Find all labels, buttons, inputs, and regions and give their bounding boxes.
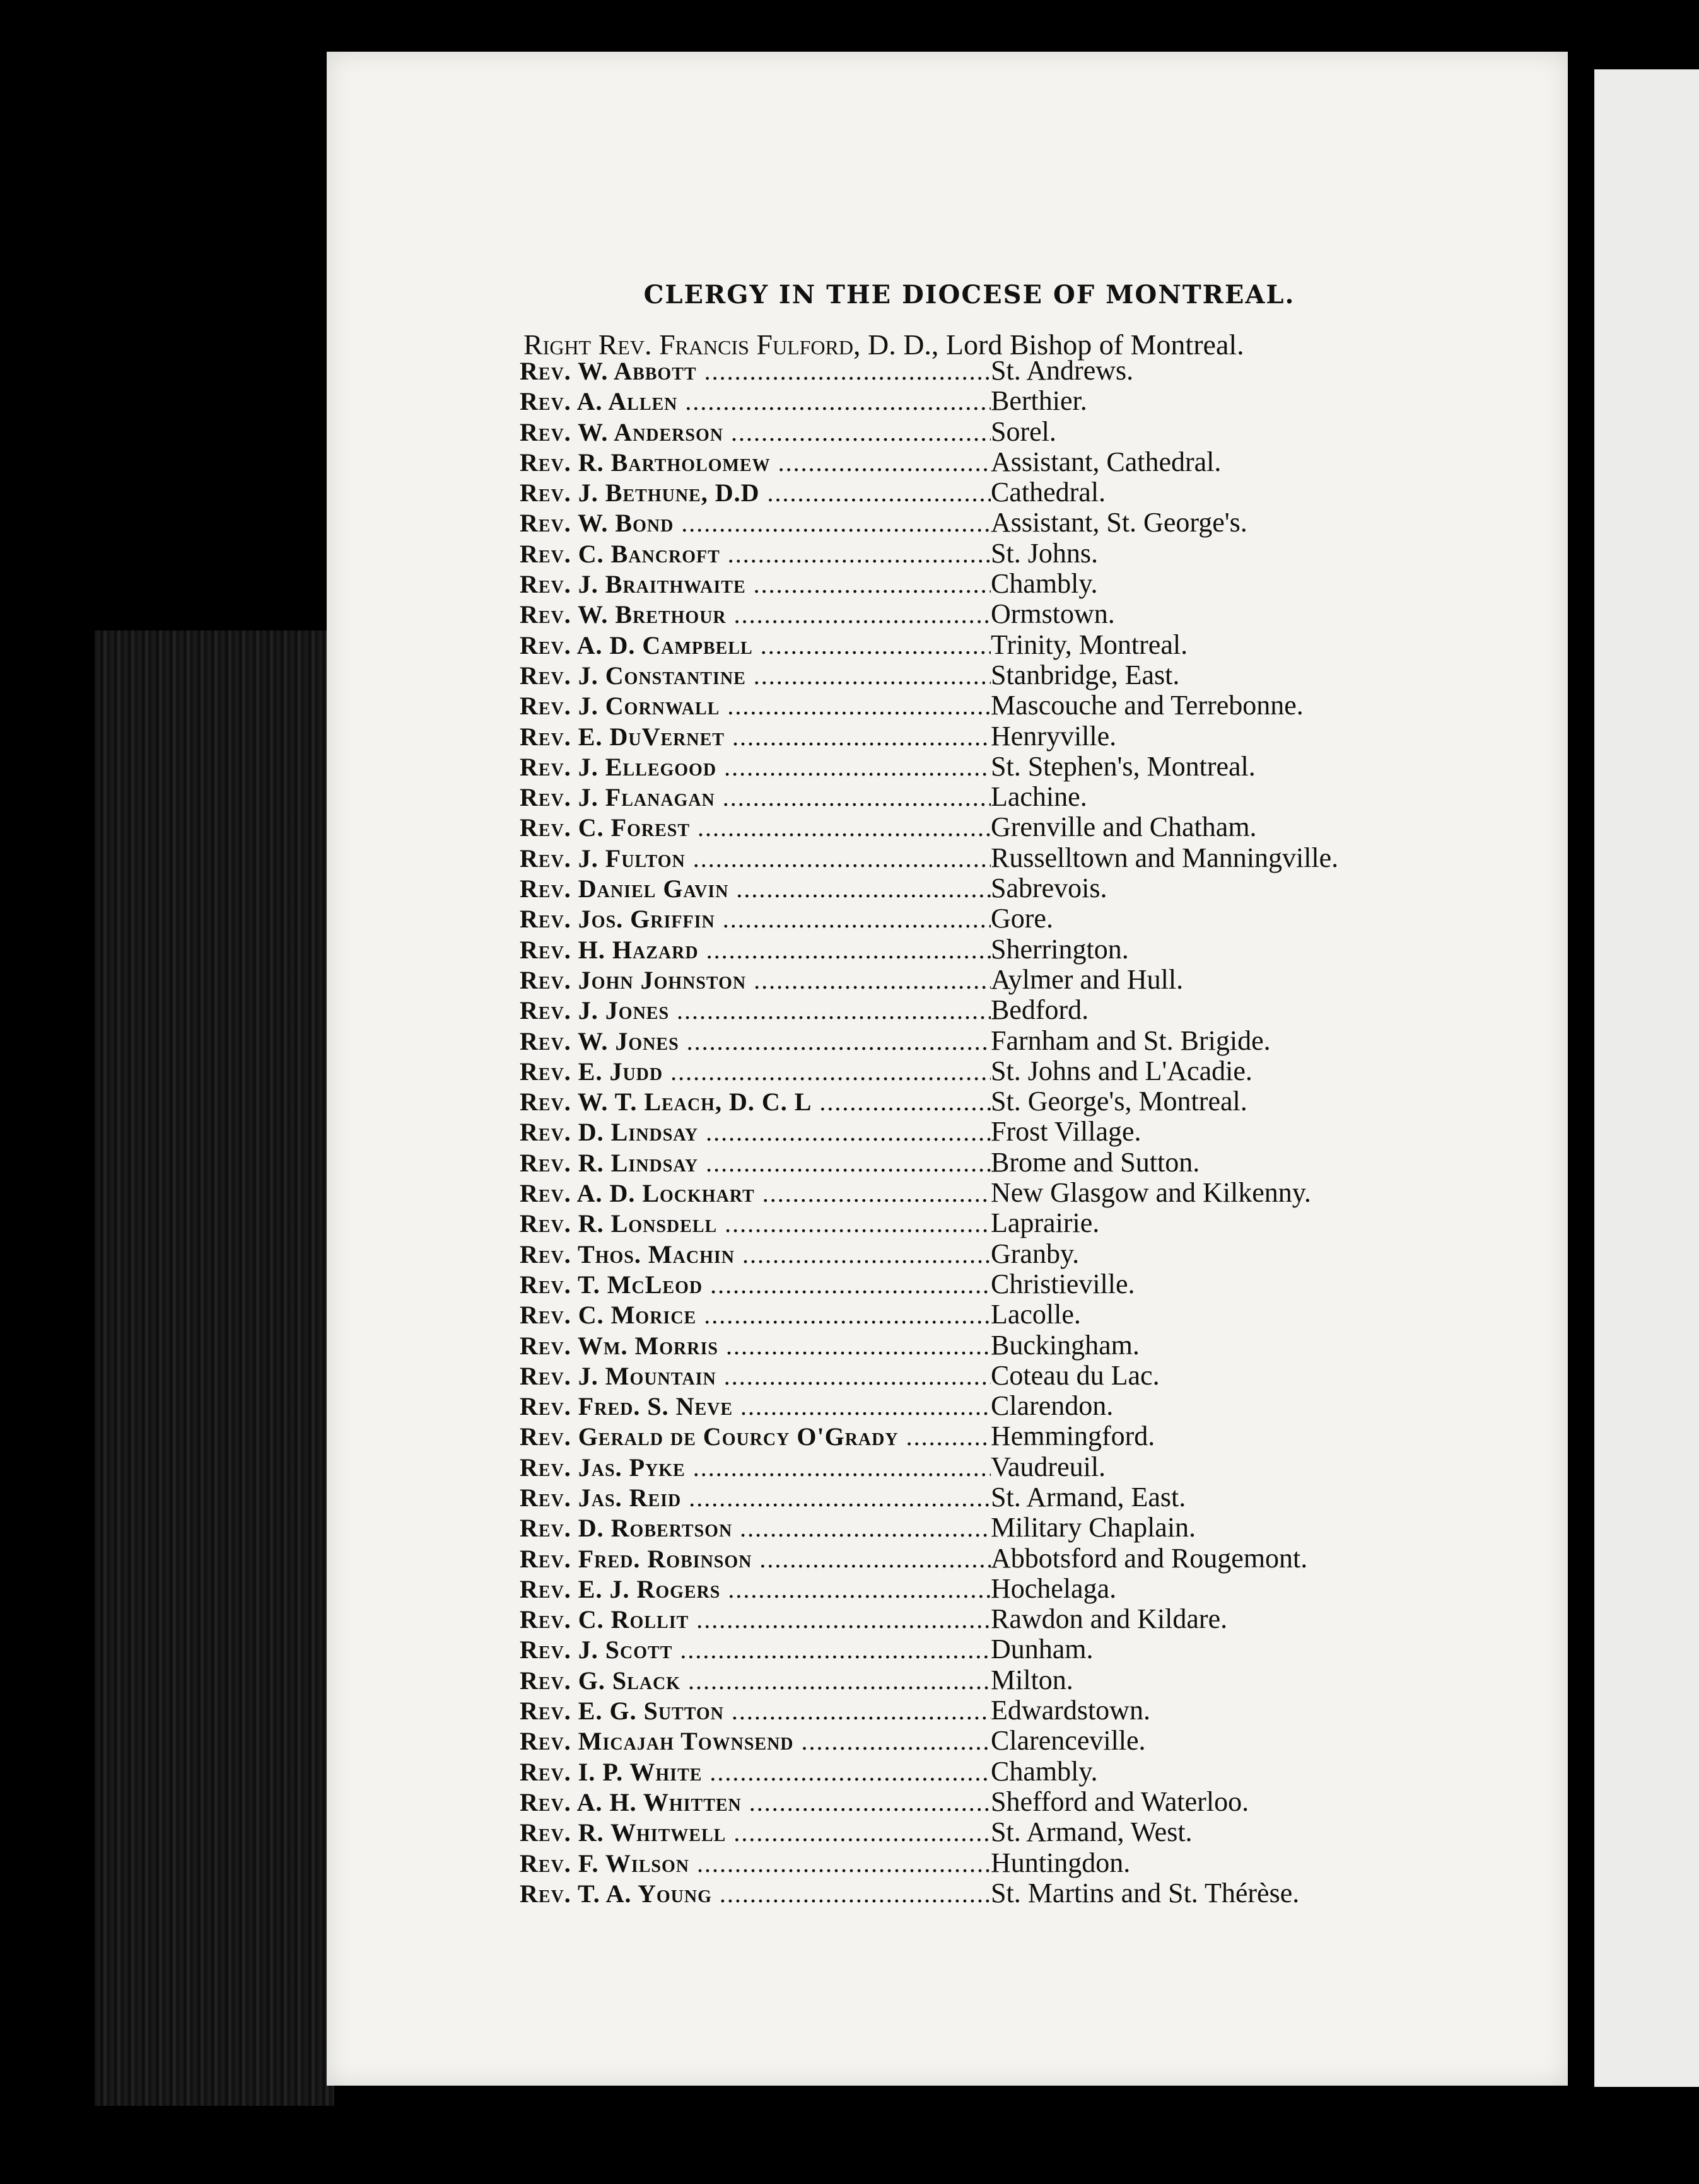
clergy-name: Rev. E. G. Sutton ..... [520, 1696, 991, 1726]
clergy-entry [520, 1299, 1466, 1330]
book-page [327, 52, 1568, 2086]
clergy-place: Berthier. [991, 385, 1087, 417]
clergy-place: St. Armand, West. [991, 1816, 1193, 1848]
clergy-name: Rev. H. Hazard ..... [520, 935, 991, 965]
clergy-entry [520, 995, 1466, 1025]
clergy-place: St. Johns and L'Acadie. [991, 1055, 1252, 1086]
clergy-name: Rev. Gerald de Courcy O'Grady ..... [520, 1422, 991, 1452]
bishop-name: Right Rev. Francis Fulford, D. D., [523, 328, 939, 361]
clergy-name: Rev. C. Morice ..... [520, 1300, 991, 1330]
clergy-entry [520, 1634, 1466, 1664]
clergy-entry [520, 1574, 1466, 1604]
clergy-name: Rev. R. Bartholomew ..... [520, 448, 991, 478]
clergy-name: Rev. Fred. S. Neve ..... [520, 1391, 991, 1422]
clergy-entry [520, 1421, 1466, 1451]
clergy-entry [520, 1543, 1466, 1574]
clergy-name: Rev. I. P. White ..... [520, 1757, 991, 1787]
clergy-place: Milton. [991, 1664, 1073, 1695]
clergy-entry [520, 1665, 1466, 1695]
clergy-entry [520, 1239, 1466, 1269]
clergy-name: Rev. Wm. Morris ..... [520, 1331, 991, 1361]
clergy-name: Rev. J. Constantine ..... [520, 661, 991, 691]
clergy-entry [520, 660, 1466, 690]
clergy-place: Gore. [991, 903, 1053, 934]
clergy-place: St. Stephen's, Montreal. [991, 750, 1256, 782]
clergy-entry [520, 965, 1466, 995]
clergy-entry [520, 1726, 1466, 1756]
bishop-office: Lord Bishop of Montreal. [938, 328, 1244, 361]
clergy-entry [520, 782, 1466, 812]
clergy-name: Rev. A. D. Campbell ..... [520, 630, 991, 661]
clergy-name: Rev. C. Bancroft ..... [520, 539, 991, 569]
clergy-entry [520, 569, 1466, 599]
clergy-name: Rev. R. Lindsay ..... [520, 1148, 991, 1178]
clergy-place: Russelltown and Manningville. [991, 842, 1339, 873]
clergy-place: St. Johns. [991, 537, 1098, 569]
clergy-name: Rev. D. Robertson ..... [520, 1513, 991, 1543]
clergy-name: Rev. Fred. Robinson ..... [520, 1544, 991, 1574]
clergy-name: Rev. J. Ellegood ..... [520, 752, 991, 782]
clergy-place: New Glasgow and Kilkenny. [991, 1177, 1311, 1209]
clergy-entry [520, 1757, 1466, 1787]
clergy-entry [520, 599, 1466, 629]
clergy-place: Edwardstown. [991, 1695, 1150, 1726]
clergy-name: Rev. Jas. Pyke ..... [520, 1453, 991, 1483]
clergy-place: Dunham. [991, 1634, 1094, 1665]
clergy-place: Vaudreuil. [991, 1451, 1106, 1482]
clergy-name: Rev. W. Anderson ..... [520, 417, 991, 448]
clergy-name: Rev. Jas. Reid ..... [520, 1483, 991, 1513]
clergy-name: Rev. R. Lonsdell ..... [520, 1209, 991, 1239]
clergy-entry [520, 690, 1466, 721]
clergy-place: Trinity, Montreal. [991, 629, 1188, 660]
clergy-place: Granby. [991, 1238, 1080, 1269]
clergy-entry [520, 752, 1466, 782]
clergy-name: Rev. G. Slack ..... [520, 1666, 991, 1696]
clergy-entry [520, 1330, 1466, 1361]
clergy-name: Rev. J. Cornwall ..... [520, 691, 991, 721]
clergy-place: Ormstown. [991, 598, 1115, 630]
clergy-place: Buckingham. [991, 1329, 1140, 1361]
clergy-place: Coteau du Lac. [991, 1359, 1160, 1391]
clergy-place: Christieville. [991, 1268, 1135, 1299]
clergy-entry [520, 873, 1466, 903]
clergy-name: Rev. Micajah Townsend ..... [520, 1726, 991, 1757]
clergy-entry [520, 1086, 1466, 1117]
clergy-place: Assistant, St. George's. [991, 507, 1247, 538]
clergy-entry [520, 386, 1466, 416]
clergy-entry [520, 417, 1466, 447]
clergy-entry [520, 1208, 1466, 1238]
clergy-place: Abbotsford and Rougemont. [991, 1542, 1308, 1574]
clergy-place: Sabrevois. [991, 873, 1107, 904]
facing-page-edge [1594, 69, 1699, 2087]
clergy-entry [520, 1026, 1466, 1056]
clergy-name: Rev. Daniel Gavin ..... [520, 874, 991, 904]
clergy-entry [520, 1695, 1466, 1726]
clergy-name: Rev. A. Allen ..... [520, 386, 991, 417]
clergy-entry [520, 903, 1466, 934]
clergy-entry [520, 1452, 1466, 1482]
clergy-place: St. Armand, East. [991, 1481, 1186, 1513]
clergy-place: Farnham and St. Brigide. [991, 1025, 1271, 1056]
clergy-name: Rev. Jos. Griffin ..... [520, 904, 991, 934]
clergy-place: Mascouche and Terrebonne. [991, 690, 1304, 721]
clergy-entry [520, 1787, 1466, 1817]
clergy-name: Rev. J. Bethune, D.D ..... [520, 478, 991, 508]
clergy-entry [520, 538, 1466, 569]
clergy-place: Bedford. [991, 994, 1089, 1026]
clergy-name: Rev. E. Judd ..... [520, 1057, 991, 1087]
clergy-place: Military Chaplain. [991, 1512, 1196, 1543]
clergy-place: Lacolle. [991, 1299, 1081, 1330]
clergy-name: Rev. C. Rollit ..... [520, 1605, 991, 1635]
clergy-name: Rev. J. Braithwaite ..... [520, 569, 991, 600]
clergy-entry [520, 812, 1466, 842]
clergy-entry [520, 1513, 1466, 1543]
clergy-name: Rev. A. D. Lockhart ..... [520, 1178, 991, 1209]
clergy-entry [520, 630, 1466, 660]
clergy-name: Rev. J. Mountain ..... [520, 1361, 991, 1391]
clergy-place: Aylmer and Hull. [991, 963, 1184, 995]
clergy-place: Clarenceville. [991, 1725, 1146, 1757]
book-spine-edge [95, 630, 334, 2106]
clergy-entry [520, 1848, 1466, 1878]
clergy-entry [520, 356, 1466, 386]
clergy-place: Cathedral. [991, 477, 1106, 508]
clergy-list [520, 356, 1466, 1908]
clergy-name: Rev. D. Lindsay ..... [520, 1117, 991, 1147]
clergy-name: Rev. T. McLeod ..... [520, 1270, 991, 1300]
clergy-entry [520, 1147, 1466, 1178]
clergy-name: Rev. John Johnston ..... [520, 965, 991, 996]
clergy-place: Hemmingford. [991, 1420, 1155, 1452]
clergy-place: St. Andrews. [991, 355, 1134, 386]
clergy-name: Rev. J. Scott ..... [520, 1635, 991, 1665]
clergy-place: St. Martins and St. Thérèse. [991, 1877, 1300, 1908]
clergy-place: Sherrington. [991, 933, 1129, 965]
clergy-place: St. George's, Montreal. [991, 1086, 1247, 1117]
clergy-name: Rev. E. J. Rogers ..... [520, 1574, 991, 1605]
clergy-name: Rev. Thos. Machin ..... [520, 1240, 991, 1270]
clergy-entry [520, 1817, 1466, 1847]
clergy-entry [520, 843, 1466, 873]
clergy-entry [520, 721, 1466, 752]
clergy-name: Rev. R. Whitwell ..... [520, 1818, 991, 1848]
clergy-name: Rev. J. Jones ..... [520, 996, 991, 1026]
clergy-entry [520, 1604, 1466, 1634]
clergy-entry [520, 1361, 1466, 1391]
clergy-place: Rawdon and Kildare. [991, 1603, 1228, 1635]
clergy-name: Rev. E. DuVernet ..... [520, 722, 991, 752]
clergy-name: Rev. W. Brethour ..... [520, 600, 991, 630]
clergy-place: Huntingdon. [991, 1847, 1131, 1878]
clergy-place: Chambly. [991, 1755, 1098, 1787]
clergy-place: Laprairie. [991, 1207, 1100, 1239]
clergy-name: Rev. W. T. Leach, D. C. L ..... [520, 1087, 991, 1117]
clergy-entry [520, 1056, 1466, 1086]
clergy-place: Chambly. [991, 568, 1098, 600]
clergy-place: Shefford and Waterloo. [991, 1786, 1249, 1817]
clergy-entry [520, 1117, 1466, 1147]
clergy-name: Rev. A. H. Whitten ..... [520, 1787, 991, 1818]
clergy-entry [520, 1391, 1466, 1421]
clergy-entry [520, 934, 1466, 965]
clergy-entry [520, 1482, 1466, 1513]
clergy-entry [520, 447, 1466, 477]
clergy-entry [520, 1269, 1466, 1299]
clergy-place: Sorel. [991, 415, 1056, 447]
clergy-entry [520, 508, 1466, 538]
clergy-name: Rev. C. Forest ..... [520, 813, 991, 843]
clergy-place: Clarendon. [991, 1390, 1114, 1422]
clergy-place: Brome and Sutton. [991, 1146, 1200, 1178]
clergy-place: Henryville. [991, 720, 1117, 752]
clergy-entry [520, 1878, 1466, 1908]
clergy-entry [520, 1178, 1466, 1208]
clergy-name: Rev. W. Jones ..... [520, 1026, 991, 1057]
clergy-place: Frost Village. [991, 1116, 1141, 1147]
clergy-place: Lachine. [991, 781, 1087, 813]
clergy-place: Grenville and Chatham. [991, 811, 1257, 843]
clergy-entry [520, 477, 1466, 508]
page-heading: CLERGY IN THE DIOCESE OF MONTREAL. [643, 280, 1295, 310]
clergy-name: Rev. F. Wilson ..... [520, 1849, 991, 1879]
clergy-place: Stanbridge, East. [991, 659, 1180, 690]
clergy-place: Hochelaga. [991, 1572, 1117, 1604]
clergy-name: Rev. W. Abbott ..... [520, 356, 991, 386]
clergy-name: Rev. W. Bond ..... [520, 508, 991, 538]
clergy-name: Rev. T. A. Young ..... [520, 1879, 991, 1909]
clergy-name: Rev. J. Fulton ..... [520, 844, 991, 874]
clergy-place: Assistant, Cathedral. [991, 446, 1222, 477]
clergy-name: Rev. J. Flanagan ..... [520, 782, 991, 813]
